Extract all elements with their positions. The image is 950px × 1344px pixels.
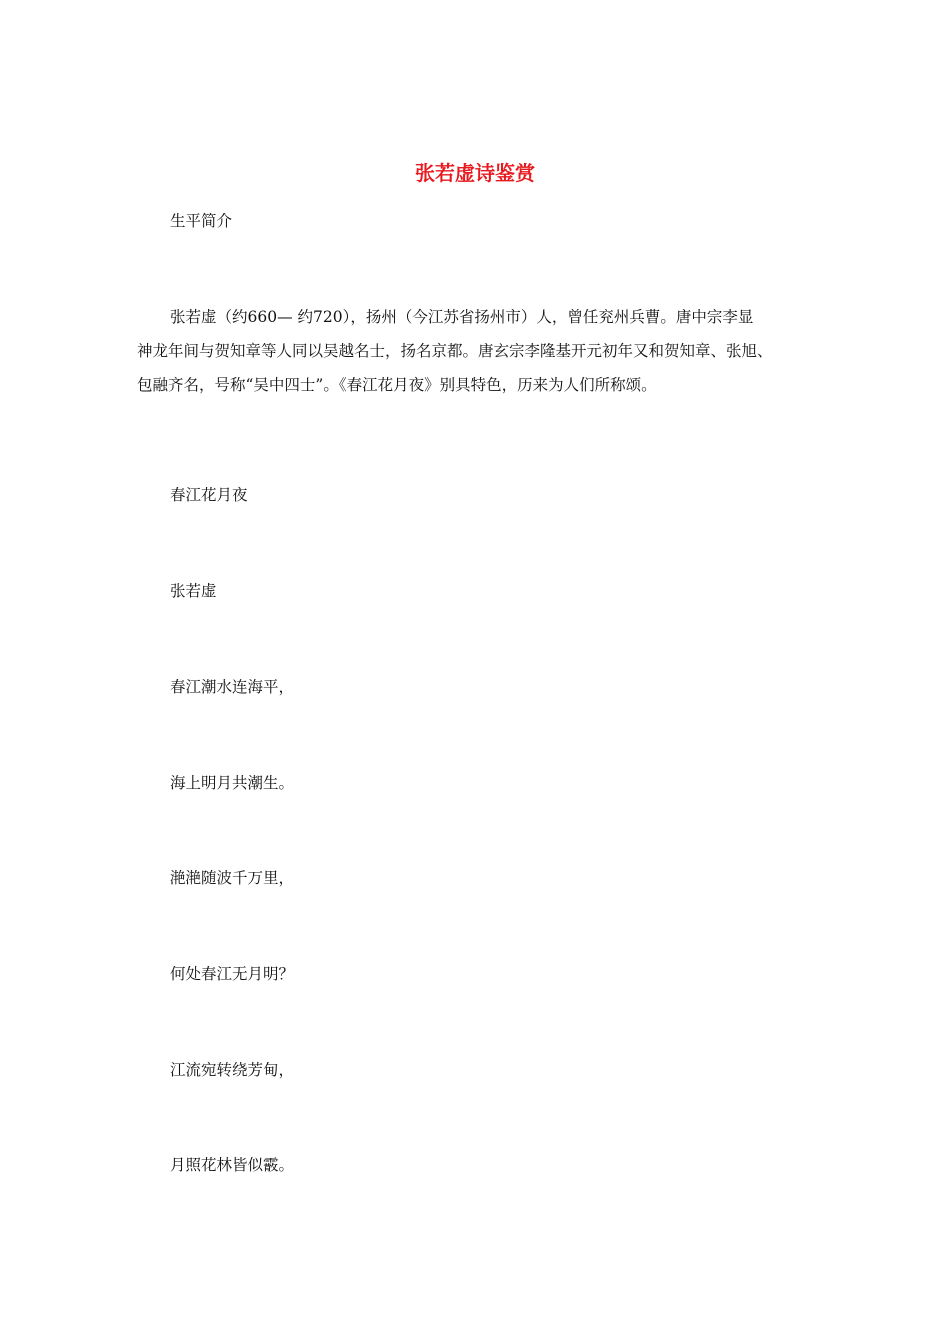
bio-line: 张若虚（约660— 约720），扬州（今江苏省扬州市）人，曾任兖州兵曹。唐中宗李显 [170, 308, 754, 326]
poem-title: 春江花月夜 [170, 486, 248, 504]
poem-line: 春江潮水连海平， [170, 678, 295, 696]
poem-line: 何处春江无月明？ [170, 965, 295, 983]
poem-author: 张若虚 [170, 582, 217, 600]
bio-line: 神龙年间与贺知章等人同以吴越名士，扬名京都。唐玄宗李隆基开元初年又和贺知章、张旭、 [137, 342, 773, 360]
bio-paragraph [137, 300, 817, 402]
poem-line: 江流宛转绕芳甸， [170, 1061, 295, 1079]
document-title: 张若虚诗鉴赏 [415, 161, 535, 185]
poem-line: 月照花林皆似霰。 [170, 1156, 295, 1174]
poem-line: 滟滟随波千万里， [170, 869, 295, 887]
poem-line: 海上明月共潮生。 [170, 774, 295, 792]
section-heading: 生平简介 [170, 212, 233, 230]
bio-line: 包融齐名，号称“吴中四士”。《春江花月夜》别具特色，历来为人们所称颂。 [137, 376, 657, 394]
